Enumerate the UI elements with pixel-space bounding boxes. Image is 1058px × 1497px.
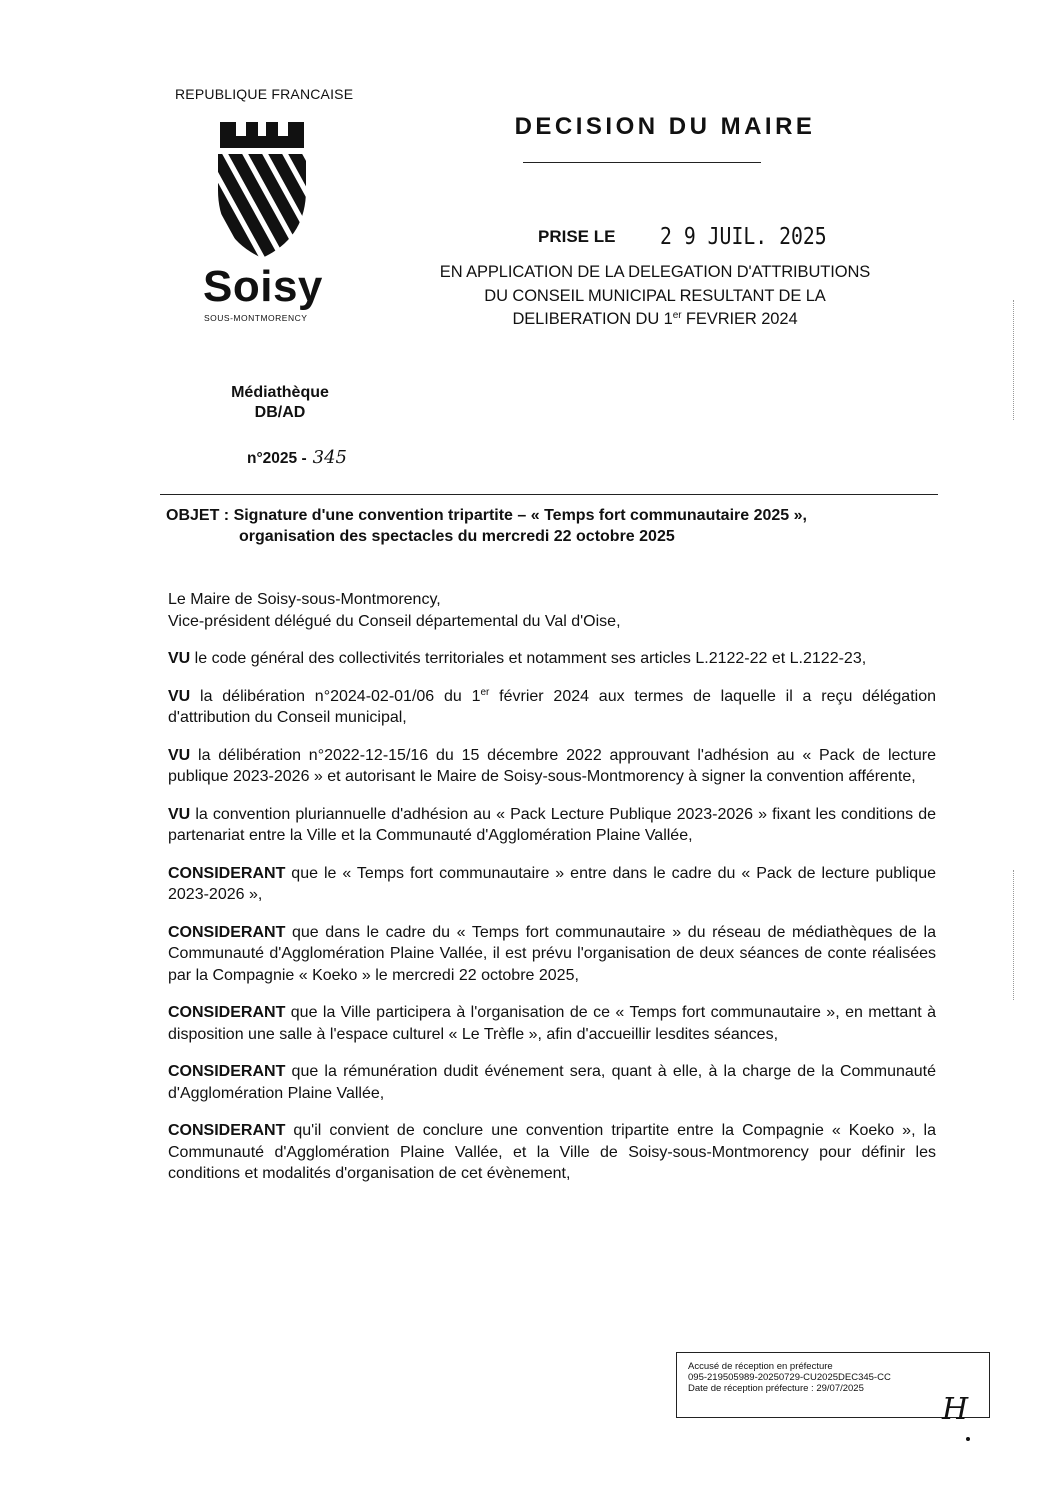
- receipt-line-1: Accusé de réception en préfecture: [688, 1361, 833, 1372]
- object-line-1: OBJET : Signature d'une convention tripartite – « Temps fort communautaire 2025 »,: [166, 507, 807, 524]
- intro: [168, 589, 936, 632]
- date-stamp: 2 9 JUIL. 2025: [660, 224, 827, 250]
- city-subtitle: SOUS-MONTMORENCY: [204, 313, 308, 323]
- vu-paragraph-4: VU la convention pluriannuelle d'adhésion au « Pack Lecture Publique 2023-2026 » fixant les conditions de partenariat entre la Ville et la Communauté d'Agglomération Plaine Vallée,: [168, 805, 936, 844]
- delegation-line-1: EN APPLICATION DE LA DELEGATION D'ATTRIBUTIONS: [439, 263, 871, 281]
- city-name: Soisy: [203, 262, 323, 311]
- service-initials: DB/AD: [254, 404, 306, 421]
- decision-number-prefix: n°2025 -: [247, 450, 307, 467]
- decision-number-handwritten: 345: [312, 447, 347, 468]
- service-name: Médiathèque: [231, 384, 329, 401]
- decision-number: [247, 447, 347, 468]
- republique-label: REPUBLIQUE FRANCAISE: [175, 86, 354, 102]
- scan-edge-mark: [1013, 870, 1014, 1000]
- soisy-crest-icon: [216, 120, 308, 260]
- considerant-paragraph-3: CONSIDERANT que la Ville participera à l'organisation de ce « Temps fort communautaire », en mettant à disposition une salle à l'espace culturel « Le Trèfle », afin d'accueillir lesdites séances,: [168, 1004, 936, 1043]
- ink-dot: [966, 1437, 970, 1441]
- considerant-paragraph-5: CONSIDERANT qu'il convient de conclure une convention tripartite entre la Compagnie « Koeko », la Communauté d'Agglomération Plaine Vallée, et la Ville de Soisy-sous-Montmorency pour définir les conditions et modalités d'organisation de cet évènement,: [168, 1122, 936, 1182]
- object-line-2: organisation des spectacles du mercredi 22 octobre 2025: [239, 528, 675, 545]
- delegation-block: [395, 261, 915, 332]
- handwritten-initial: H: [942, 1392, 969, 1427]
- page-title: DECISION DU MAIRE: [514, 113, 816, 140]
- decision-body: [168, 589, 936, 1201]
- service-block: [200, 383, 360, 423]
- vu-paragraph-3: VU la délibération n°2022-12-15/16 du 15 décembre 2022 approuvant l'adhésion au « Pack de lecture publique 2023-2026 » et autorisant le Maire de Soisy-sous-Montmorency à signer la convention afférente,: [168, 746, 936, 785]
- prise-label: PRISE LE: [538, 227, 616, 246]
- object-divider: [160, 494, 938, 495]
- considerant-paragraph-2: CONSIDERANT que dans le cadre du « Temps fort communautaire » du réseau de médiathèques de la Communauté d'Agglomération Plaine Vallée, il est prévu l'organisation de deux séances de conte réalisées par la Compagnie « Koeko » le mercredi 22 octobre 2025,: [168, 923, 936, 984]
- delegation-line-3: DELIBERATION DU 1er FEVRIER 2024: [512, 310, 798, 328]
- receipt-line-2: 095-219505989-20250729-CU2025DEC345-CC: [688, 1372, 891, 1383]
- scan-edge-mark: [1013, 300, 1014, 420]
- vu-paragraph-2: VU la délibération n°2024-02-01/06 du 1er février 2024 aux termes de laquelle il a reçu délégation d'attribution du Conseil municipal,: [168, 686, 937, 726]
- considerant-paragraph-4: CONSIDERANT que la rémunération dudit événement sera, quant à elle, à la charge de la Communauté d'Agglomération Plaine Vallée,: [168, 1063, 936, 1102]
- receipt-line-3: Date de réception préfecture : 29/07/2025: [688, 1383, 864, 1394]
- object-block: [166, 505, 956, 547]
- vu-paragraph-1: VU le code général des collectivités territoriales et notamment ses articles L.2122-22 et L.2122-23,: [168, 650, 867, 667]
- intro-line-2: Vice-président délégué du Conseil départemental du Val d'Oise,: [168, 612, 621, 630]
- delegation-line-2: DU CONSEIL MUNICIPAL RESULTANT DE LA: [484, 286, 826, 305]
- title-divider: [523, 162, 761, 163]
- considerant-paragraph-1: CONSIDERANT que le « Temps fort communautaire » entre dans le cadre du « Pack de lecture publique 2023-2026 »,: [168, 864, 936, 903]
- intro-line-1: Le Maire de Soisy-sous-Montmorency,: [168, 591, 441, 608]
